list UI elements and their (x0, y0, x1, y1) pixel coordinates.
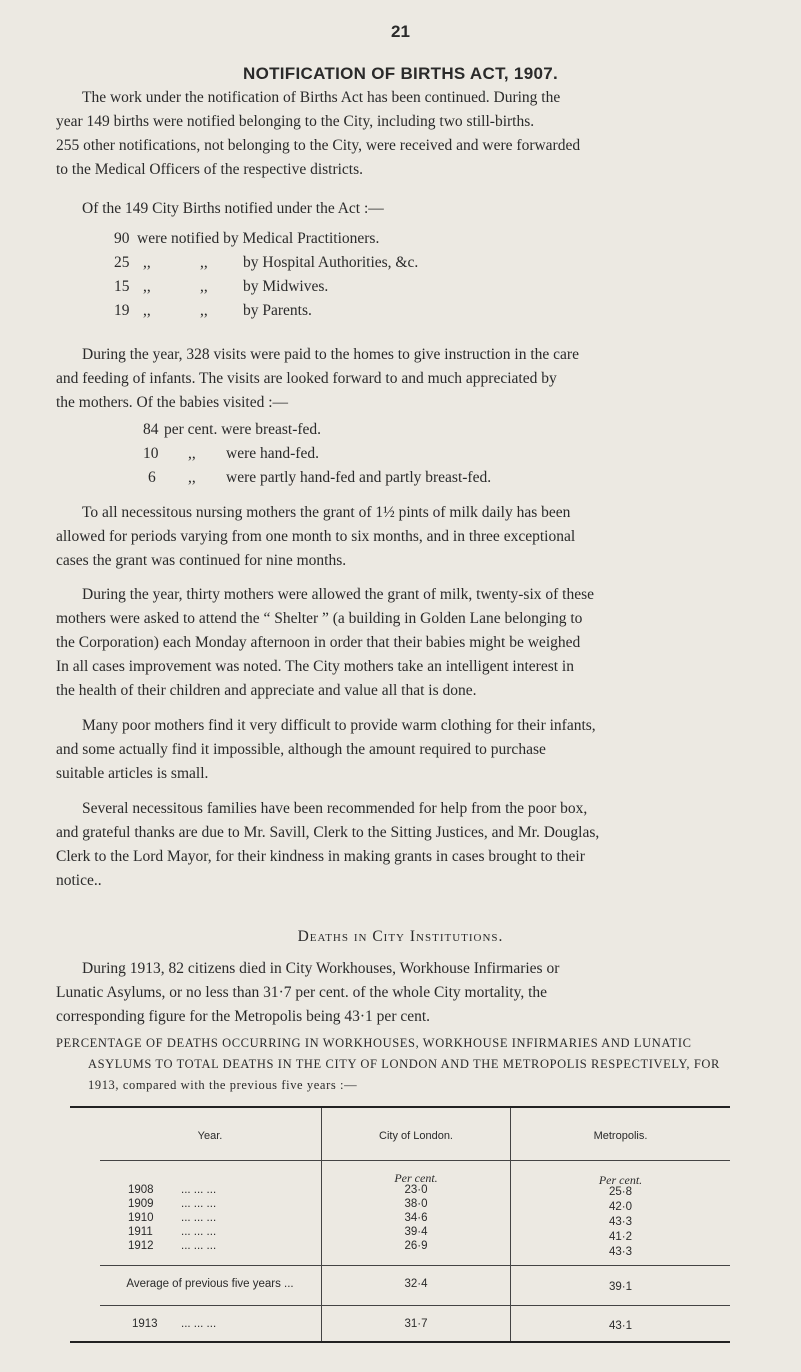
paragraph-7-line-1: Several necessitous families have been recommended for help from the poor box, (82, 800, 588, 817)
header-city: City of London. (379, 1130, 453, 1142)
row-leader-dots: ... ... ... (181, 1240, 217, 1252)
paragraph-5-line-5: the health of their children and appreciate and value all that is done. (56, 682, 477, 699)
feeding-text: were hand-fed. (226, 445, 319, 462)
row-leader-dots: ... ... ... (181, 1318, 217, 1330)
header-year: Year. (197, 1130, 223, 1142)
ditto-mark: ,, (188, 469, 196, 486)
average-label: Average of previous five years ... (126, 1278, 294, 1290)
notified-text: by Midwives. (243, 278, 329, 295)
current-metro-value: 43·1 (608, 1320, 633, 1332)
header-divider (100, 1160, 730, 1161)
notified-count: 25 (114, 254, 130, 271)
paragraph-3-line-1: During the year, 328 visits were paid to the homes to give instruction in the care (82, 346, 579, 363)
row-metro-value: 25·8 (608, 1186, 633, 1198)
ditto-mark: ,, (200, 302, 208, 319)
row-city-value: 34·6 (404, 1212, 428, 1224)
paragraph-1-line-4: to the Medical Officers of the respective districts. (56, 161, 364, 178)
notified-text: by Parents. (243, 302, 312, 319)
row-metro-value: 43·3 (608, 1246, 633, 1258)
paragraph-3-line-2: and feeding of infants. The visits are looked forward to and much appreciated by (56, 370, 557, 387)
feeding-count: 6 (148, 469, 156, 486)
ditto-mark: ,, (143, 278, 151, 295)
notified-count: 90 (114, 230, 130, 247)
average-city-value: 32·4 (404, 1278, 428, 1290)
table-caption-line-2: ASYLUMS TO TOTAL DEATHS IN THE CITY OF LONDON AND THE METROPOLIS RESPECTIVELY, FOR (88, 1057, 720, 1071)
page-title: NOTIFICATION OF BIRTHS ACT, 1907. (243, 64, 558, 83)
paragraph-4-line-1: To all necessitous nursing mothers the grant of 1½ pints of milk daily has been (82, 504, 571, 521)
feeding-count: 10 (143, 445, 159, 462)
row-year: 1912 (128, 1240, 154, 1252)
paragraph-6-line-3: suitable articles is small. (56, 765, 209, 782)
section-heading: Deaths in City Institutions. (297, 928, 504, 945)
row-divider (100, 1305, 730, 1306)
row-leader-dots: ... ... ... (181, 1226, 217, 1238)
row-year: 1911 (128, 1226, 153, 1238)
row-city-value: 23·0 (404, 1184, 428, 1196)
row-metro-value: 43·3 (608, 1216, 633, 1228)
notified-count: 15 (114, 278, 130, 295)
paragraph-4-line-3: cases the grant was continued for nine months. (56, 552, 347, 569)
paragraph-1-line-3: 255 other notifications, not belonging to the City, were received and were forwarded (56, 137, 581, 154)
city-unit: Per cent. (394, 1171, 438, 1185)
row-divider (100, 1265, 730, 1266)
row-year: 1908 (128, 1184, 154, 1196)
table-top-rule (70, 1106, 730, 1108)
paragraph-7-line-4: notice.. (56, 872, 102, 889)
row-metro-value: 42·0 (608, 1201, 633, 1213)
feeding-count: 84 (143, 421, 159, 438)
column-divider (321, 1108, 322, 1341)
feeding-text: were partly hand-fed and partly breast-fed. (226, 469, 492, 486)
current-city-value: 31·7 (404, 1318, 428, 1330)
paragraph-8-line-1: During 1913, 82 citizens died in City Workhouses, Workhouse Infirmaries or (82, 960, 560, 977)
notified-text: were notified by Medical Practitioners. (137, 230, 380, 247)
paragraph-5-line-4: In all cases improvement was noted. The City mothers take an intelligent interest in (56, 658, 574, 675)
paragraph-8-line-3: corresponding figure for the Metropolis being 43·1 per cent. (56, 1008, 431, 1025)
row-year: 1910 (128, 1212, 154, 1224)
paragraph-7-line-2: and grateful thanks are due to Mr. Savill, Clerk to the Sitting Justices, and Mr. Douglas, (56, 824, 600, 841)
ditto-mark: ,, (188, 445, 196, 462)
paragraph-3-line-3: the mothers. Of the babies visited :— (56, 394, 289, 411)
notified-count: 19 (114, 302, 130, 319)
feeding-text: per cent. were breast-fed. (164, 421, 322, 438)
table-caption-line-1: PERCENTAGE OF DEATHS OCCURRING IN WORKHOUSES, WORKHOUSE INFIRMARIES AND LUNATIC (56, 1036, 692, 1050)
average-metro-value: 39·1 (608, 1281, 633, 1293)
paragraph-4-line-2: allowed for periods varying from one month to six months, and in three exceptional (56, 528, 576, 545)
header-metropolis: Metropolis. (593, 1130, 648, 1142)
row-year: 1909 (128, 1198, 154, 1210)
row-leader-dots: ... ... ... (181, 1198, 217, 1210)
current-year: 1913 (132, 1318, 158, 1330)
paragraph-5-line-2: mothers were asked to attend the “ Shelter ” (a building in Golden Lane belonging to (56, 610, 583, 627)
paragraph-5-line-1: During the year, thirty mothers were allowed the grant of milk, twenty-six of these (82, 586, 595, 603)
page-number: 21 (391, 22, 410, 41)
paragraph-1-line-1: The work under the notification of Births Act has been continued. During the (82, 89, 561, 106)
row-city-value: 39·4 (404, 1226, 428, 1238)
metro-unit: Per cent. (598, 1173, 643, 1187)
row-city-value: 38·0 (404, 1198, 428, 1210)
paragraph-2: Of the 149 City Births notified under the Act :— (82, 200, 384, 217)
row-leader-dots: ... ... ... (181, 1184, 217, 1196)
paragraph-1-line-2: year 149 births were notified belonging to the City, including two still-births. (56, 113, 535, 130)
paragraph-8-line-2: Lunatic Asylums, or no less than 31·7 per cent. of the whole City mortality, the (56, 984, 548, 1001)
table-caption-line-3: 1913, compared with the previous five years :— (88, 1078, 358, 1092)
paragraph-7-line-3: Clerk to the Lord Mayor, for their kindness in making grants in cases brought to their (56, 848, 585, 865)
ditto-mark: ,, (200, 254, 208, 271)
table-bottom-rule (70, 1341, 730, 1343)
paragraph-6-line-1: Many poor mothers find it very difficult to provide warm clothing for their infants, (82, 717, 596, 734)
row-city-value: 26·9 (404, 1240, 428, 1252)
ditto-mark: ,, (200, 278, 208, 295)
notified-text: by Hospital Authorities, &c. (243, 254, 419, 271)
paragraph-5-line-3: the Corporation) each Monday afternoon in order that their babies might be weighed (56, 634, 581, 651)
row-leader-dots: ... ... ... (181, 1212, 217, 1224)
paragraph-6-line-2: and some actually find it impossible, although the amount required to purchase (56, 741, 546, 758)
ditto-mark: ,, (143, 254, 151, 271)
ditto-mark: ,, (143, 302, 151, 319)
row-metro-value: 41·2 (608, 1231, 633, 1243)
